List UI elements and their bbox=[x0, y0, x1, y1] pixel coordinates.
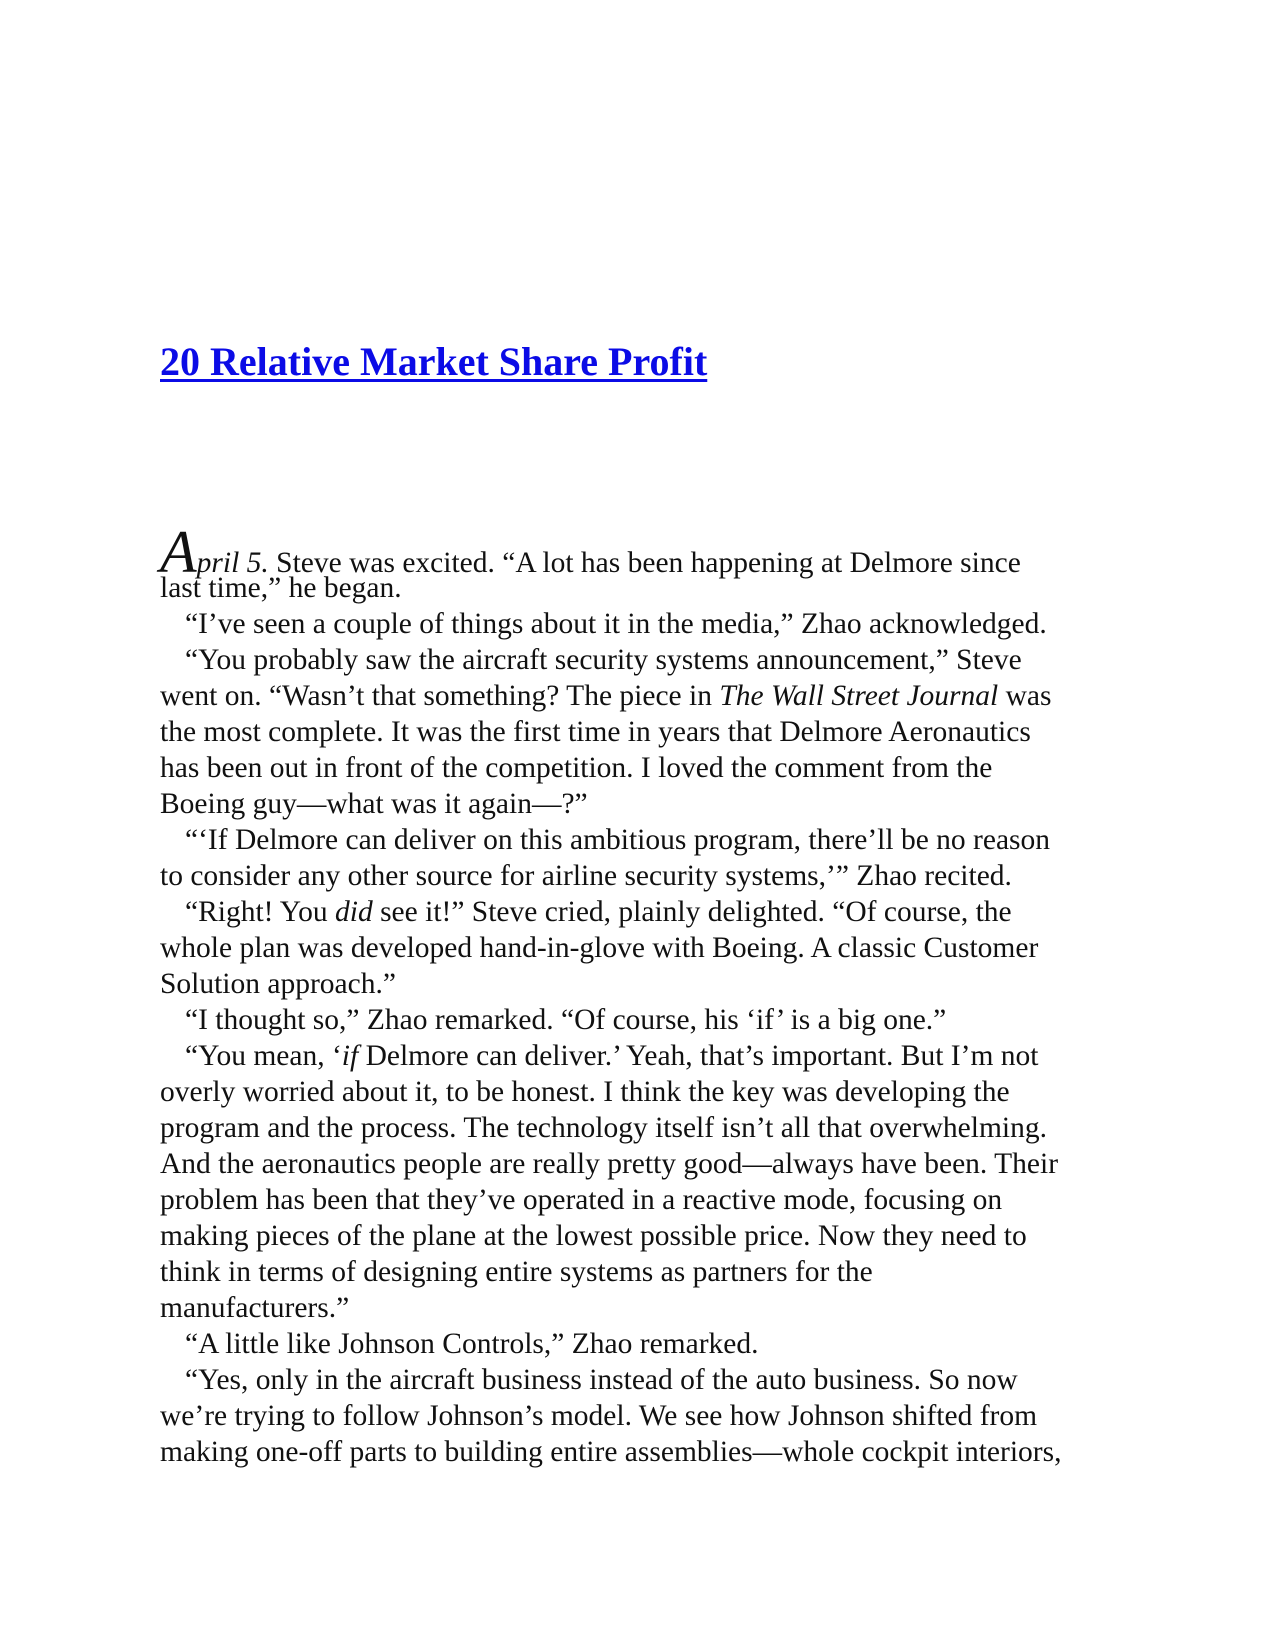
text-run: “You mean, ‘ bbox=[185, 1040, 342, 1072]
text-run: see it!” Steve cried, plainly delighted. “Of course, the bbox=[372, 896, 1012, 928]
drop-cap: A bbox=[160, 519, 197, 585]
chapter-title-link[interactable]: 20 Relative Market Share Profit bbox=[160, 339, 708, 384]
text-line bbox=[160, 519, 1120, 585]
chapter-body bbox=[160, 519, 1120, 1470]
text-line: “I’ve seen a couple of things about it in the media,” Zhao acknowledged. bbox=[185, 608, 1047, 640]
text-line bbox=[160, 678, 1120, 714]
text-line: last time,” he began. bbox=[160, 572, 402, 604]
text-line: manufacturers.” bbox=[160, 1292, 350, 1324]
text-line: whole plan was developed hand-in-glove with Boeing. A classic Customer bbox=[160, 932, 1039, 964]
text-line: Boeing guy—what was it again—?” bbox=[160, 788, 588, 820]
text-line: “Yes, only in the aircraft business instead of the auto business. So now bbox=[185, 1364, 1018, 1396]
text-line: “You probably saw the aircraft security systems announcement,” Steve bbox=[185, 644, 1022, 676]
text-line: we’re trying to follow Johnson’s model. We see how Johnson shifted from bbox=[160, 1400, 1038, 1432]
text-line: problem has been that they’ve operated in a reactive mode, focusing on bbox=[160, 1184, 1003, 1216]
text-run: “Right! You bbox=[185, 896, 335, 928]
text-line: program and the process. The technology itself isn’t all that overwhelming. bbox=[160, 1112, 1047, 1144]
emphasis: did bbox=[335, 896, 373, 928]
text-line: the most complete. It was the first time in years that Delmore Aeronautics bbox=[160, 716, 1031, 748]
dateline: pril 5. bbox=[196, 547, 269, 579]
text-line bbox=[160, 1038, 1120, 1074]
text-line bbox=[160, 894, 1120, 930]
text-line: think in terms of designing entire systems as partners for the bbox=[160, 1256, 873, 1288]
text-line: making pieces of the plane at the lowest possible price. Now they need to bbox=[160, 1220, 1027, 1252]
text-run: was bbox=[998, 680, 1052, 712]
text-line: “‘If Delmore can deliver on this ambitious program, there’ll be no reason bbox=[185, 824, 1051, 856]
text-line: overly worried about it, to be honest. I think the key was developing the bbox=[160, 1076, 1010, 1108]
text-run: Steve was excited. “A lot has been happening at Delmore since bbox=[268, 547, 1021, 579]
text-run: Delmore can deliver.’ Yeah, that’s important. But I’m not bbox=[358, 1040, 1039, 1072]
text-line: has been out in front of the competition. I loved the comment from the bbox=[160, 752, 993, 784]
publication-title: The Wall Street Journal bbox=[719, 680, 999, 712]
emphasis: if bbox=[341, 1040, 359, 1072]
text-line: making one-off parts to building entire assemblies—whole cockpit interiors, bbox=[160, 1436, 1062, 1468]
text-line: “A little like Johnson Controls,” Zhao remarked. bbox=[185, 1328, 759, 1360]
text-line: to consider any other source for airline security systems,’” Zhao recited. bbox=[160, 860, 1012, 892]
chapter-title bbox=[160, 338, 707, 386]
text-line: Solution approach.” bbox=[160, 968, 396, 1000]
text-run: went on. “Wasn’t that something? The piece in bbox=[160, 680, 720, 712]
text-line: “I thought so,” Zhao remarked. “Of course, his ‘if’ is a big one.” bbox=[185, 1004, 947, 1036]
text-line: And the aeronautics people are really pretty good—always have been. Their bbox=[160, 1148, 1059, 1180]
